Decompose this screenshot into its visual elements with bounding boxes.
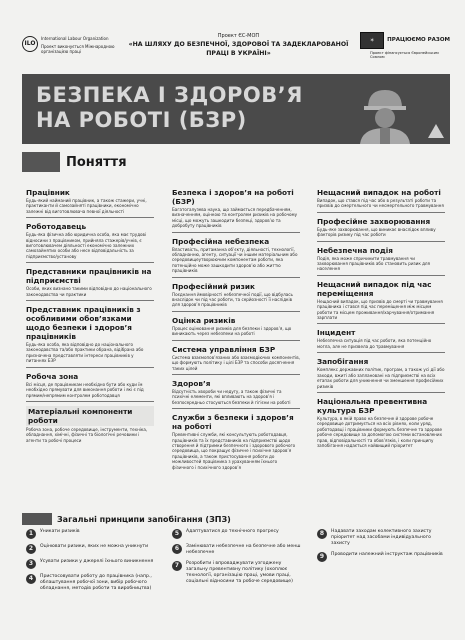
- concept-term: Безпека і здоров’я на роботі (БЗР): [172, 188, 294, 206]
- principle-number: 8: [317, 529, 327, 539]
- concept-definition: Будь-яка особа, яка відповідно до національного законодавства та/або практики обрана, відібрана або призначена представляти інтереси працівників у питаннях БЗР: [26, 342, 144, 364]
- principle-item: [172, 529, 302, 539]
- concept-term: Інцидент: [317, 328, 356, 338]
- concept-definition: Особи, яких визнано такими відповідно до національного законодавства чи практики: [26, 286, 152, 297]
- concept-term: Професійне захворювання: [317, 216, 431, 226]
- eu-logo-block: [360, 32, 450, 59]
- concept-item: [172, 316, 300, 341]
- concept-term: Система управління БЗР: [172, 344, 276, 354]
- concept-term: Працівник: [26, 188, 70, 197]
- ilo-logo-icon: ILO: [22, 36, 38, 52]
- ilo-logo-block: [22, 36, 117, 54]
- principle-number: 6: [172, 544, 182, 554]
- concept-term: Служби з безпеки і здоров’я на роботі: [172, 413, 294, 432]
- section-bar: [22, 152, 60, 172]
- banner-title-line1: БЕЗПЕКА І ЗДОРОВ’Я: [36, 83, 303, 107]
- principle-item: [26, 559, 156, 569]
- concept-item: [26, 372, 154, 402]
- concept-term: Небезпечна подія: [317, 245, 393, 255]
- concept-term: Професійний ризик: [172, 281, 255, 291]
- title-banner: [22, 74, 450, 144]
- principle-item: [26, 574, 156, 592]
- concept-item: [26, 188, 154, 218]
- principle-item: [26, 529, 156, 539]
- concept-definition: Небезпечна ситуація під час роботи, яка потенційно могла, але не призвела до травмування: [317, 338, 432, 349]
- concept-item: [172, 237, 300, 278]
- concept-definition: Відсутність хвороби чи недугу, а також фізичні та психічні елементи, які впливають на здоров’я і безпосередньо стосуються безпеки й гігієни на роботі: [172, 388, 291, 405]
- concepts-column-2: [172, 184, 300, 470]
- principle-item: [172, 544, 302, 556]
- eu-note: Проект фінансується Європейським Союзом: [370, 50, 439, 59]
- concept-term: Нещасний випадок на роботі: [317, 188, 441, 197]
- concepts-column-1: [26, 184, 154, 443]
- principle-text: Пристосовувати роботу до працівника (напр., облаштування робочої зони, вибір робочого обладнання, методів роботи та виробництва): [40, 574, 152, 591]
- section-title: Поняття: [66, 154, 127, 170]
- concepts-column-3: [317, 184, 445, 448]
- concept-definition: Властивість, притаманна об’єкту, діяльності, технології, обладнанню, агенту, ситуації чи іншим матеріальним або середовищеутворюючим компонентам роботи, яка потенційно може зашкодити здоров’ю або життю працівників: [172, 246, 298, 274]
- concept-term: Представник працівників з особливими обов’язками щодо безпеки і здоров’я працівників: [26, 305, 141, 342]
- principle-text: Замінювати небезпечне на безпечне або менш небезпечне: [186, 544, 301, 555]
- principle-text: Розробити і впроваджувати узгоджену загальну превентивну політику (охоплює технології, організацію праці, умови праці, соціальні відносини та робоче середовище): [186, 561, 293, 584]
- principle-number: 1: [26, 529, 36, 539]
- principle-text: Усувати ризики у джерелі їхнього виникнення: [40, 559, 154, 564]
- concept-item: [26, 267, 154, 301]
- concept-item: [317, 280, 445, 325]
- concept-term: Нещасний випадок під час переміщення: [317, 279, 432, 298]
- principle-number: 4: [26, 574, 36, 584]
- principles-title: Загальні принципи запобігання (ЗПЗ): [57, 514, 231, 524]
- concept-definition: Поєднання ймовірності небезпечної події, що відбулась внаслідок чи під час роботи, та серйозності її наслідків для здоров’я працівників: [172, 291, 293, 308]
- concept-definition: Нещасний випадок, що призвів до смерті чи травмування працівника і стався під час переміщення між місцем роботи та місцем проживання/харчування/отримання зарплати: [317, 298, 443, 321]
- concept-definition: Будь-яке захворювання, що виникає внаслідок впливу факторів ризику під час роботи: [317, 226, 436, 238]
- concept-definition: Робоча зона, робоче середовище, інструменти, техніка, обладнання, хімічні, фізичні та біологічні речовини і агенти та робочі процеси: [26, 426, 148, 443]
- concept-term: Робоча зона: [26, 371, 79, 381]
- concept-term: Здоров’я: [172, 378, 211, 388]
- concept-item: [172, 345, 300, 375]
- principles-column-3: [317, 529, 447, 567]
- concept-definition: Подія, яка може спричинити травмування чи захворювання працівників або становить ризик для населення: [317, 255, 431, 272]
- principle-text: Надавати заходам колективного захисту пріоритет над засобами індивідуального захисту: [331, 529, 432, 546]
- warning-triangle-icon: [428, 124, 444, 138]
- concept-term: Національна превентивна культура БЗР: [317, 396, 428, 415]
- principles-column-2: [172, 529, 302, 590]
- concept-term: Матеріальні компоненти роботи: [26, 406, 154, 426]
- concept-item: [317, 328, 445, 353]
- project-block: [117, 33, 360, 58]
- principle-text: Оцінювати ризики, яких не можна уникнути: [40, 544, 149, 549]
- principle-number: 3: [26, 559, 36, 569]
- eu-flag-icon: ✶: [360, 32, 384, 49]
- concept-item: [26, 222, 154, 263]
- concept-definition: Культура, в якій право на безпечне й здорове робоче середовище дотримується на всіх рівнях, коли уряд, роботодавці і працівники формують безпечне та здорове робоче середовище за допомогою системи встановлених прав, відповідальності та обов’язків, і коли принципу запобігання надається найвищий пріоритет: [317, 415, 443, 448]
- concept-term: Професійна небезпека: [172, 236, 270, 246]
- principles-bar: [22, 513, 52, 525]
- concept-item: [172, 413, 300, 470]
- principle-item: [172, 561, 302, 585]
- principle-number: 7: [172, 561, 182, 571]
- concept-definition: Система взаємопов’язаних або взаємодіючих компонентів, що формують політику і цілі БЗР та способи досягнення таких цілей: [172, 354, 300, 371]
- concept-definition: Будь-який найманий працівник, а також стажери, учні, практиканти й самозайняті працівники, економічно залежні від виготовлювача певної діяльності: [26, 198, 147, 214]
- concept-item: [317, 397, 445, 448]
- concept-term: Оцінка ризиків: [172, 315, 236, 325]
- principle-text: Проводити належний інструктаж працівників: [331, 552, 443, 557]
- concept-item: [26, 406, 154, 443]
- eu-text: ПРАЦЮЄМО РАЗОМ: [387, 37, 450, 43]
- principles-column-1: [26, 529, 156, 597]
- concept-definition: Всі місця, де працівникам необхідно бути або куди їм необхідно прямувати для виконання роботи і які є під прямим/непрямим контролем роботодавця: [26, 381, 144, 398]
- principle-item: [317, 552, 447, 562]
- concept-item: [172, 188, 300, 233]
- principle-number: 9: [317, 552, 327, 562]
- concept-item: [172, 379, 300, 409]
- concept-definition: Превентивні служби, які консультують роботодавця, працівників та їх представників на підприємстві щодо створення й підтримки безпечного і здорового робочого середовища, що покращує фізичне і психічне здоров’я працівників, а також пристосування роботи до можливостей працівника з урахуванням їхнього фізичного і психічного здоров’я: [172, 432, 296, 470]
- concept-term: Представники працівників на підприємстві: [26, 267, 152, 286]
- concept-definition: Процес оцінювання ризиків для безпеки і здоров’я, що виникають через небезпеки на роботі: [172, 325, 292, 337]
- concept-term: Запобігання: [317, 357, 369, 367]
- concept-definition: Будь-яка фізична або юридична особа, яка має трудові відносини з працівником, прийняла стажерів/учнів, є виготовлювачем діяльності економічно залежних самозайнятих особи або несе відповідальність за підприємство/установу: [26, 232, 147, 259]
- principle-number: 5: [172, 529, 182, 539]
- concept-item: [26, 305, 154, 368]
- concept-term: Роботодавець: [26, 222, 87, 232]
- banner-title-line2: НА РОБОТІ (БЗР): [36, 108, 247, 132]
- header: [22, 22, 450, 68]
- concept-item: [317, 357, 445, 393]
- principle-item: [317, 529, 447, 547]
- project-label: Проект ЄС-МОП: [217, 32, 260, 39]
- concept-item: [317, 246, 445, 276]
- concept-item: [317, 188, 445, 213]
- principles-header: [22, 513, 231, 525]
- concept-item: [317, 217, 445, 242]
- ilo-name: International Labour Organization: [41, 36, 109, 41]
- concept-definition: Багатогалузева наука, що займається передбаченням, визначенням, оцінкою та контролем ризиків на робочому місці, що можуть зашкодити безпеці, здоров’ю та добробуту працівників: [172, 207, 298, 229]
- project-title: «НА ШЛЯХУ ДО БЕЗПЕЧНОЇ, ЗДОРОВОЇ ТА ЗАДЕКЛАРОВАНОЇ ПРАЦІ В УКРАЇНІ»: [128, 40, 349, 57]
- concept-definition: Випадок, що стався під час або в результаті роботи та призвів до смертельного чи несмертельного травмування: [317, 198, 444, 209]
- concepts-section-header: [22, 152, 127, 172]
- construction-worker-icon: [350, 82, 420, 144]
- concept-definition: Комплекс державних політик, програм, а також усі дії або заходи, вжиті або заплановані на підприємстві на всіх етапах роботи для уникнення чи зменшення професійних ризиків: [317, 367, 445, 389]
- ilo-note: Проект виконується Міжнародною організацією праці: [41, 44, 115, 54]
- concept-item: [172, 282, 300, 312]
- principle-text: Уникати ризиків: [40, 529, 80, 534]
- banner-title: [36, 83, 303, 133]
- principle-number: 2: [26, 544, 36, 554]
- principle-text: Адаптуватися до технічного прогресу: [186, 529, 279, 534]
- principle-item: [26, 544, 156, 554]
